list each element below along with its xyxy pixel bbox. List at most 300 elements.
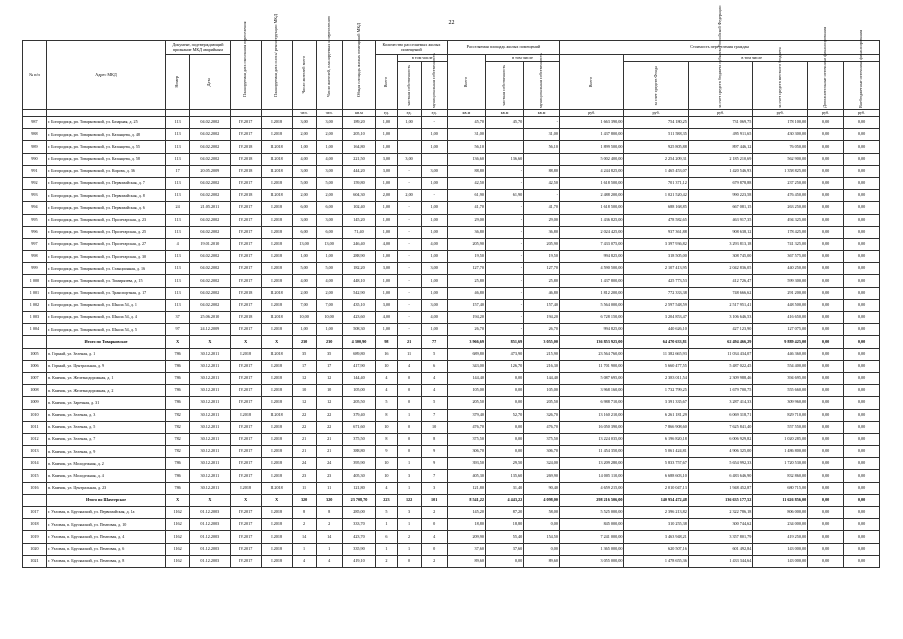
table-cell: 476 450,00 [753, 190, 808, 202]
table-cell: 2 [292, 519, 316, 531]
table-cell: 731 069,75 [688, 117, 752, 129]
table-cell: I.2018 [261, 129, 292, 141]
table-cell: 3 391 335,67 [624, 397, 688, 409]
table-cell: 0,00 [843, 385, 879, 397]
table-cell: 64 470 633,81 [624, 336, 688, 348]
table-cell: 1,00 [376, 202, 397, 214]
table-cell: I.2018 [261, 324, 292, 336]
table-cell: 8 [376, 409, 397, 421]
table-cell: 1 [397, 519, 421, 531]
page-number: 22 [448, 20, 455, 26]
table-cell: 61,90 [485, 190, 523, 202]
table-cell: 97 [166, 324, 190, 336]
table-cell: 16 050 390,00 [559, 421, 623, 433]
table-cell: 0,00 [843, 141, 879, 153]
table-cell: 476,70 [447, 421, 485, 433]
table-cell: 04.02.2002 [190, 190, 231, 202]
table-cell: 1013 [23, 446, 47, 458]
table-cell: 144,40 [524, 372, 560, 384]
header-cost-extra: Дополнительные источники финансирования [808, 62, 844, 110]
table-cell: 127,70 [524, 263, 560, 275]
table-cell: X [190, 336, 231, 348]
table-cell: IV.2017 [230, 238, 261, 250]
table-cell: 10,00 [316, 312, 342, 324]
address-cell: п. Камчик, ул. Зеленая, д. 7 [46, 433, 165, 445]
header-no: № п/п [23, 41, 47, 110]
table-cell: II.2018 [261, 165, 292, 177]
table-cell: 246,40 [342, 238, 375, 250]
table-cell: 157,40 [524, 299, 560, 311]
table-cell: 988 [23, 129, 47, 141]
table-cell: 46,80 [524, 287, 560, 299]
table-row [23, 470, 880, 482]
address-cell: г. Богородицк, рп. Товарковский, ул. Базарная, д. 25 [46, 117, 165, 129]
table-cell: 35 [292, 348, 316, 360]
table-cell: 3,00 [316, 165, 342, 177]
table-cell: 113 [166, 153, 190, 165]
table-cell: 04.02.2002 [190, 299, 231, 311]
table-cell: 30.12.2011 [190, 421, 231, 433]
table-cell: 3,00 [421, 165, 447, 177]
table-cell: 3 966,69 [447, 336, 485, 348]
table-cell: 04.02.2002 [190, 177, 231, 189]
table-cell: 101 [421, 494, 447, 506]
table-cell: 5,00 [316, 263, 342, 275]
header-area-municipal: муниципальная собственность [524, 62, 560, 110]
table-cell: 216,30 [524, 360, 560, 372]
table-cell: 689,80 [447, 348, 485, 360]
table-cell: - [397, 165, 421, 177]
table-cell: 0,00 [808, 141, 844, 153]
table-cell: 993 [23, 190, 47, 202]
table-cell: 4 590 500,00 [559, 263, 623, 275]
header-planned-demolish: Планируемая дата сноса/ реконструкции МКД [261, 41, 292, 110]
table-cell: 223 [376, 494, 397, 506]
table-cell: 1,00 [376, 251, 397, 263]
table-cell: 113 [166, 129, 190, 141]
units-row [23, 110, 880, 117]
table-cell: IV.2017 [230, 275, 261, 287]
table-cell: 782 [166, 433, 190, 445]
table-cell: 0,00 [808, 263, 844, 275]
table-cell: 772 333,38 [624, 287, 688, 299]
table-cell: 0,00 [843, 153, 879, 165]
table-cell: 1 732 799,25 [624, 385, 688, 397]
table-cell: 425 773,53 [624, 275, 688, 287]
table-cell: 01.12.2003 [190, 531, 231, 543]
table-cell: 35 [316, 348, 342, 360]
table-cell: 01.12.2003 [190, 543, 231, 555]
table-cell: 0,00 [808, 312, 844, 324]
table-cell: X [261, 494, 292, 506]
table-cell: 25.06.2010 [190, 312, 231, 324]
table-cell: 5,00 [316, 177, 342, 189]
table-cell: 7 [421, 470, 447, 482]
table-cell: 9 [421, 458, 447, 470]
table-cell: 10 [316, 385, 342, 397]
table-cell: 11 [397, 348, 421, 360]
table-cell: 1020 [23, 543, 47, 555]
table-cell: IV.2017 [230, 397, 261, 409]
table-cell: 1008 [23, 385, 47, 397]
table-cell: 9 [376, 446, 397, 458]
address-cell: г. Богородицк, рп. Товарковский, ул. Школа 54, д. 4 [46, 312, 165, 324]
table-cell: 1 679 700,75 [688, 385, 752, 397]
table-cell: IV.2018 [230, 141, 261, 153]
table-cell: 3 287 414,33 [688, 397, 752, 409]
table-body [23, 117, 880, 568]
table-cell: 4 [421, 372, 447, 384]
header-cost-region: за счет средств бюджета субъекта Российской Федерации [688, 62, 752, 110]
table-cell: 0,00 [843, 165, 879, 177]
table-cell: 671,60 [342, 421, 375, 433]
table-cell: 0 [397, 385, 421, 397]
table-cell: I.2018 [261, 433, 292, 445]
table-cell: 12 [316, 397, 342, 409]
table-cell: 21 [316, 446, 342, 458]
table-cell: 4 244 825,00 [559, 165, 623, 177]
unit-cell [261, 110, 292, 117]
header-residents-planned: Число жителей, планируемых к переселению [316, 41, 342, 110]
table-cell: 994 [23, 202, 47, 214]
table-row [23, 202, 880, 214]
header-cost-group: Стоимость переселения граждан [559, 41, 879, 55]
table-cell: 4 443,22 [485, 494, 523, 506]
table-cell: 4 300,90 [342, 336, 375, 348]
header-doc-date: Дата [190, 55, 231, 110]
table-cell: IV.2017 [230, 214, 261, 226]
table-cell: I.2018 [261, 458, 292, 470]
table-cell: 423,60 [342, 312, 375, 324]
table-cell: 0,00 [843, 299, 879, 311]
table-cell: - [485, 238, 523, 250]
table-cell: II.2018 [261, 190, 292, 202]
table-cell: 554 400,00 [753, 360, 808, 372]
table-cell: - [485, 251, 523, 263]
table-cell: 230 [316, 336, 342, 348]
table-cell: 0 [397, 372, 421, 384]
table-cell: 0,00 [808, 129, 844, 141]
address-cell: г. Богородицк, рп. Товарковский, ул. Первомайская, д. 7 [46, 177, 165, 189]
table-cell: IV.2017 [230, 129, 261, 141]
table-cell: 6 196 820,18 [624, 433, 688, 445]
unit-cell: ед. [397, 110, 421, 117]
table-cell: 448 500,00 [753, 299, 808, 311]
table-cell: 41,70 [447, 202, 485, 214]
table-cell: 4,00 [421, 312, 447, 324]
table-cell: 1014 [23, 458, 47, 470]
table-cell: - [524, 117, 560, 129]
table-cell: 1006 [23, 360, 47, 372]
table-cell: 2 [397, 531, 421, 543]
table-cell: 0,00 [485, 385, 523, 397]
table-cell: 30.12.2011 [190, 409, 231, 421]
table-cell: 0,00 [843, 397, 879, 409]
table-cell: 1 004 [23, 324, 47, 336]
address-cell: г. Узловая, п. Брусянский, ул. Первомайская, д. 1а [46, 507, 165, 519]
table-cell: 209,90 [447, 531, 485, 543]
table-cell: - [397, 312, 421, 324]
table-cell: 1007 [23, 372, 47, 384]
header-area-private: частная собственность [485, 62, 523, 110]
table-cell: 11 [292, 482, 316, 494]
table-cell: 3,00 [421, 263, 447, 275]
table-cell: - [485, 202, 523, 214]
table-cell: 3,00 [376, 299, 397, 311]
table-cell: 21 [292, 446, 316, 458]
table-cell: 2 [421, 507, 447, 519]
unit-cell: кв.м [447, 110, 485, 117]
table-cell: 2 [376, 555, 397, 567]
table-cell: 0,00 [808, 519, 844, 531]
table-cell: 144,40 [447, 372, 485, 384]
table-cell: 786 [166, 385, 190, 397]
table-row [23, 312, 880, 324]
address-cell: г. Богородицк, рп. Товарковский, ул. Казанцева, д. 48 [46, 129, 165, 141]
table-cell: 782 [166, 409, 190, 421]
table-cell: 30.12.2011 [190, 470, 231, 482]
table-cell: 478 582,65 [624, 214, 688, 226]
table-cell: 990 223,58 [688, 190, 752, 202]
table-cell: 0,00 [843, 543, 879, 555]
table-cell: 0,00 [843, 177, 879, 189]
table-cell: 18,80 [485, 519, 523, 531]
table-cell: 555 660,00 [753, 385, 808, 397]
table-row [23, 251, 880, 263]
table-cell: IV.2017 [230, 433, 261, 445]
table-cell: 10 [292, 385, 316, 397]
table-cell: 13 160 210,00 [559, 409, 623, 421]
table-cell: 24 [166, 202, 190, 214]
table-cell: 495 911,65 [688, 129, 752, 141]
table-cell: 0,00 [808, 238, 844, 250]
table-cell: 37,60 [485, 543, 523, 555]
table-cell: 178 100,00 [753, 117, 808, 129]
header-cost-total: Всего [559, 55, 623, 110]
table-cell: 0,00 [843, 190, 879, 202]
table-cell: 1,00 [376, 117, 397, 129]
table-cell: 14 005 110,00 [559, 470, 623, 482]
table-cell: 9 889 425,00 [753, 336, 808, 348]
table-cell: 194,20 [447, 312, 485, 324]
table-cell: - [397, 275, 421, 287]
table-cell: 1 437 800,00 [559, 275, 623, 287]
table-cell: 0,00 [843, 531, 879, 543]
table-cell: 30.12.2011 [190, 385, 231, 397]
unit-cell [166, 110, 190, 117]
table-cell: 215,90 [524, 348, 560, 360]
table-cell: 11 034 434,07 [688, 348, 752, 360]
table-cell: II.2018 [261, 409, 292, 421]
table-cell: 154,50 [524, 531, 560, 543]
table-cell: 36,80 [447, 226, 485, 238]
table-cell: 0,00 [843, 494, 879, 506]
table-cell: 1 [397, 482, 421, 494]
table-cell: 13 209 280,00 [559, 458, 623, 470]
table-cell: 1021 [23, 555, 47, 567]
table-cell: 21.05.2011 [190, 202, 231, 214]
table-cell: 30.12.2011 [190, 397, 231, 409]
table-cell: I.2018 [261, 238, 292, 250]
table-cell: - [397, 214, 421, 226]
table-cell: 13,00 [292, 238, 316, 250]
table-cell: 5 833 757,67 [624, 458, 688, 470]
table-cell: 17 [166, 165, 190, 177]
table-cell: 1 003 [23, 312, 47, 324]
table-cell: 1 618 500,00 [559, 177, 623, 189]
table-cell: 2 042 836,05 [688, 263, 752, 275]
table-cell: I.2018 [261, 385, 292, 397]
table-cell: 412 726,47 [688, 275, 752, 287]
table-cell: 2 396 213,82 [624, 507, 688, 519]
table-row [23, 299, 880, 311]
table-cell: 136,60 [485, 153, 523, 165]
table-cell: IV.2017 [230, 324, 261, 336]
table-cell: 3,00 [292, 165, 316, 177]
table-cell: 1 [292, 543, 316, 555]
table-cell: - [485, 177, 523, 189]
table-cell: 18,80 [447, 519, 485, 531]
table-cell: 0,00 [808, 482, 844, 494]
table-row [23, 409, 880, 421]
table-cell: 90,40 [524, 482, 560, 494]
table-cell: 1,00 [397, 117, 421, 129]
table-cell: 320 [316, 494, 342, 506]
table-cell: 31,40 [485, 482, 523, 494]
table-cell: 996 [23, 226, 47, 238]
table-cell: 288,90 [342, 251, 375, 263]
table-cell: 5 564 000,00 [559, 299, 623, 311]
header-doc-group: Документ, подтверждающий признание МКД аварийным [166, 41, 230, 55]
table-cell: 416 650,00 [753, 312, 808, 324]
table-cell: 1 021 520,42 [624, 190, 688, 202]
table-cell: 375,50 [342, 433, 375, 445]
table-cell: 41,70 [524, 202, 560, 214]
table-cell: I.2018 [261, 531, 292, 543]
table-cell: 0,00 [808, 348, 844, 360]
table-cell: 3,00 [292, 214, 316, 226]
table-cell: 5,00 [292, 263, 316, 275]
table-cell: 995 [23, 214, 47, 226]
table-cell: 0,00 [843, 555, 879, 567]
table-row [23, 117, 880, 129]
table-cell: 1,00 [421, 177, 447, 189]
table-cell: 0,00 [843, 324, 879, 336]
table-cell: 1 420 546,93 [688, 165, 752, 177]
table-cell: 36,80 [524, 226, 560, 238]
table-cell: 29,00 [524, 214, 560, 226]
table-cell: 3 055 000,00 [559, 555, 623, 567]
table-cell: 1,00 [376, 177, 397, 189]
table-cell: 98 [376, 336, 397, 348]
table-cell: 6 483 646,90 [688, 470, 752, 482]
header-total-area: Общая площадь жилых помещений МКД [342, 41, 375, 110]
table-cell: 388,80 [342, 446, 375, 458]
address-cell: п. Камчик, ул. Молодежная, д. 2 [46, 458, 165, 470]
address-cell: п. Камчик, ул. Заречная, д. 31 [46, 397, 165, 409]
table-row [23, 531, 880, 543]
table-cell: 1017 [23, 507, 47, 519]
table-cell: 308 745,00 [688, 251, 752, 263]
table-cell: 0,00 [843, 482, 879, 494]
table-cell: IV.2017 [230, 507, 261, 519]
table-cell: 994 825,00 [559, 251, 623, 263]
table-cell: 6,00 [292, 202, 316, 214]
table-cell: 2 107 413,95 [624, 263, 688, 275]
table-cell: I.2018 [261, 226, 292, 238]
table-cell: 4 [376, 372, 397, 384]
unit-cell: ед. [376, 110, 397, 117]
table-cell: - [397, 226, 421, 238]
table-cell: 77 [421, 336, 447, 348]
table-cell: 0,00 [808, 360, 844, 372]
table-cell: 0,00 [843, 409, 879, 421]
table-cell: 990 [23, 153, 47, 165]
address-cell: г. Богородицк, рп. Товарковский, ул. Пролетарская, д. 27 [46, 238, 165, 250]
table-row [23, 226, 880, 238]
table-cell: 4 [166, 238, 190, 250]
address-cell: г. Богородицк, рп. Товарковский, ул. Станционная, д. 16 [46, 263, 165, 275]
table-cell: 3 397 936,82 [624, 238, 688, 250]
table-cell: 21 [316, 433, 342, 445]
table-cell: 1 002 [23, 299, 47, 311]
table-cell: 0,00 [808, 446, 844, 458]
table-cell: 21 [292, 433, 316, 445]
table-cell: 423,70 [342, 531, 375, 543]
table-cell: 0,00 [843, 519, 879, 531]
table-cell: IV.2017 [230, 555, 261, 567]
table-cell: 925 805,88 [624, 141, 688, 153]
address-cell: п. Горный, ул. Зеленая, д. 1 [46, 348, 165, 360]
table-cell: 8 [376, 433, 397, 445]
table-cell: 0,00 [808, 372, 844, 384]
table-cell: 1 001 [23, 287, 47, 299]
table-cell: 26,70 [524, 324, 560, 336]
table-cell: 0,00 [843, 507, 879, 519]
table-cell: 1,00 [376, 226, 397, 238]
table-cell: IV.2017 [230, 458, 261, 470]
table-cell: 4 906 325,00 [688, 446, 752, 458]
table-cell: 145,20 [447, 507, 485, 519]
table-cell: 234 000,00 [753, 519, 808, 531]
table-cell: 22 [316, 409, 342, 421]
table-cell: 11 [316, 482, 342, 494]
table-cell: 1,00 [376, 287, 397, 299]
table-cell: 1,00 [316, 141, 342, 153]
table-cell: 0,00 [808, 507, 844, 519]
table-cell: - [485, 226, 523, 238]
table-cell: 0,00 [808, 397, 844, 409]
table-cell: 0,00 [808, 385, 844, 397]
table-cell: 335,90 [342, 543, 375, 555]
header-area-total: Всего [447, 55, 485, 110]
table-cell: 2,00 [316, 190, 342, 202]
address-cell: п. Камчик, ул. Центральная, д. 23 [46, 482, 165, 494]
table-cell: 375,50 [447, 433, 485, 445]
table-cell: 285,00 [342, 507, 375, 519]
table-cell: 237 250,00 [753, 177, 808, 189]
table-cell: 157,40 [447, 299, 485, 311]
table-cell: 1005 [23, 348, 47, 360]
unit-cell [230, 110, 261, 117]
table-cell: 25,80 [524, 275, 560, 287]
table-cell: 127 075,00 [753, 324, 808, 336]
table-cell: 786 [166, 372, 190, 384]
table-cell: 58,00 [524, 507, 560, 519]
table-cell: 908 638,12 [688, 226, 752, 238]
table-cell: 1,00 [421, 141, 447, 153]
table-cell: 16 [376, 348, 397, 360]
